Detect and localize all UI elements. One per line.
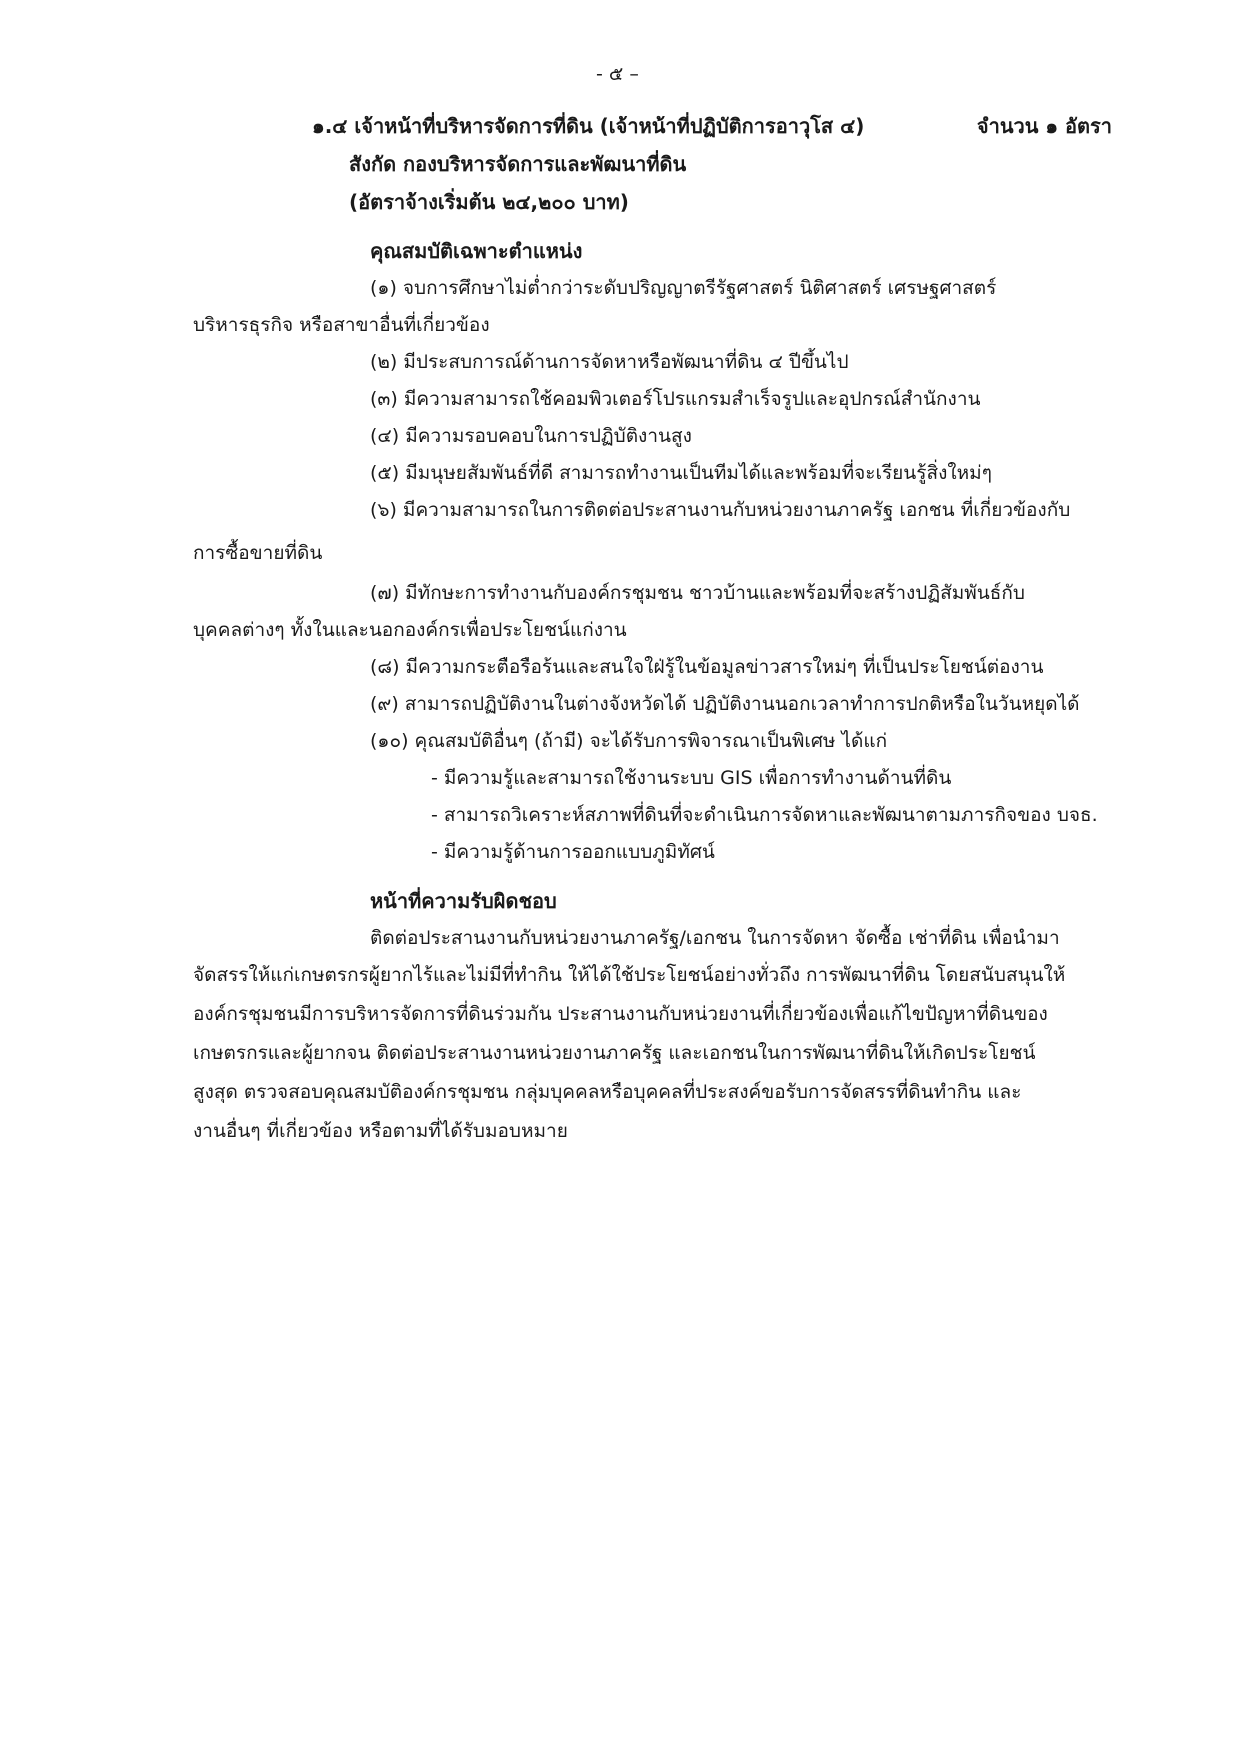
responsibility-line: สูงสุด ตรวจสอบคุณสมบัติองค์กรชุมชน กลุ่มบุคคลหรือบุคคลที่ประสงค์ขอรับการจัดสรรที่ดินทำกิน และ <box>193 1081 1022 1103</box>
qualification-item: (๔) มีความรอบคอบในการปฏิบัติงานสูง <box>370 425 692 447</box>
qualification-item-cont: การซื้อขายที่ดิน <box>193 542 323 564</box>
responsibility-line: งานอื่นๆ ที่เกี่ยวข้อง หรือตามที่ได้รับมอบหมาย <box>193 1120 568 1142</box>
position-title: ๑.๔ เจ้าหน้าที่บริหารจัดการที่ดิน (เจ้าหน้าที่ปฏิบัติการอาวุโส ๔) <box>312 114 865 138</box>
responsibilities-heading: หน้าที่ความรับผิดชอบ <box>370 889 557 913</box>
qualification-item: (๘) มีความกระตือรือร้นและสนใจใฝ่รู้ในข้อมูลข่าวสารใหม่ๆ ที่เป็นประโยชน์ต่องาน <box>370 656 1044 678</box>
qualification-item: (๕) มีมนุษยสัมพันธ์ที่ดี สามารถทำงานเป็นทีมได้และพร้อมที่จะเรียนรู้สิ่งใหม่ๆ <box>370 462 992 484</box>
qualification-item: (๓) มีความสามารถใช้คอมพิวเตอร์โปรแกรมสำเร็จรูปและอุปกรณ์สำนักงาน <box>370 388 981 410</box>
salary-rate: (อัตราจ้างเริ่มต้น ๒๔,๒๐๐ บาท) <box>349 190 629 214</box>
responsibility-line: จัดสรรให้แก่เกษตรกรผู้ยากไร้และไม่มีที่ทำกิน ให้ได้ใช้ประโยชน์อย่างทั่วถึง การพัฒนาที่ดิน โดยสนับสนุนให้ <box>193 964 1066 986</box>
responsibility-line: เกษตรกรและผู้ยากจน ติดต่อประสานงานหน่วยงานภาครัฐ และเอกชนในการพัฒนาที่ดินให้เกิดประโยชน์ <box>193 1042 1036 1064</box>
qualification-subitem: - มีความรู้ด้านการออกแบบภูมิทัศน์ <box>431 841 715 863</box>
qualification-item: (๑) จบการศึกษาไม่ต่ำกว่าระดับปริญญาตรีรัฐศาสตร์ นิติศาสตร์ เศรษฐศาสตร์ <box>370 277 997 299</box>
qualification-item-cont: บริหารธุรกิจ หรือสาขาอื่นที่เกี่ยวข้อง <box>193 314 490 336</box>
qualification-subitem: - มีความรู้และสามารถใช้งานระบบ GIS เพื่อการทำงานด้านที่ดิน <box>431 767 952 789</box>
qualification-item: (๗) มีทักษะการทำงานกับองค์กรชุมชน ชาวบ้านและพร้อมที่จะสร้างปฏิสัมพันธ์กับ <box>370 582 1025 604</box>
qualification-item-cont: บุคคลต่างๆ ทั้งในและนอกองค์กรเพื่อประโยชน์แก่งาน <box>193 619 627 641</box>
qualification-item: (๒) มีประสบการณ์ด้านการจัดหาหรือพัฒนาที่ดิน ๔ ปีขึ้นไป <box>370 351 849 373</box>
qualification-item: (๑๐) คุณสมบัติอื่นๆ (ถ้ามี) จะได้รับการพิจารณาเป็นพิเศษ ได้แก่ <box>370 730 888 752</box>
page-number: - ๕ – <box>596 63 639 85</box>
department: สังกัด กองบริหารจัดการและพัฒนาที่ดิน <box>349 152 687 176</box>
responsibility-line: ติดต่อประสานงานกับหน่วยงานภาครัฐ/เอกชน ในการจัดหา จัดซื้อ เช่าที่ดิน เพื่อนำมา <box>370 927 1060 949</box>
responsibility-line: องค์กรชุมชนมีการบริหารจัดการที่ดินร่วมกัน ประสานงานกับหน่วยงานที่เกี่ยวข้องเพื่อแก้ไขปัญหาที่ดินของ <box>193 1003 1048 1025</box>
qualification-item: (๖) มีความสามารถในการติดต่อประสานงานกับหน่วยงานภาครัฐ เอกชน ที่เกี่ยวข้องกับ <box>370 499 1071 521</box>
qualifications-heading: คุณสมบัติเฉพาะตำแหน่ง <box>370 239 583 263</box>
qualification-item: (๙) สามารถปฏิบัติงานในต่างจังหวัดได้ ปฏิบัติงานนอกเวลาทำการปกติหรือในวันหยุดได้ <box>370 693 1080 715</box>
position-quota: จำนวน ๑ อัตรา <box>976 114 1112 138</box>
qualification-subitem: - สามารถวิเคราะห์สภาพที่ดินที่จะดำเนินการจัดหาและพัฒนาตามภารกิจของ บจธ. <box>431 804 1098 826</box>
